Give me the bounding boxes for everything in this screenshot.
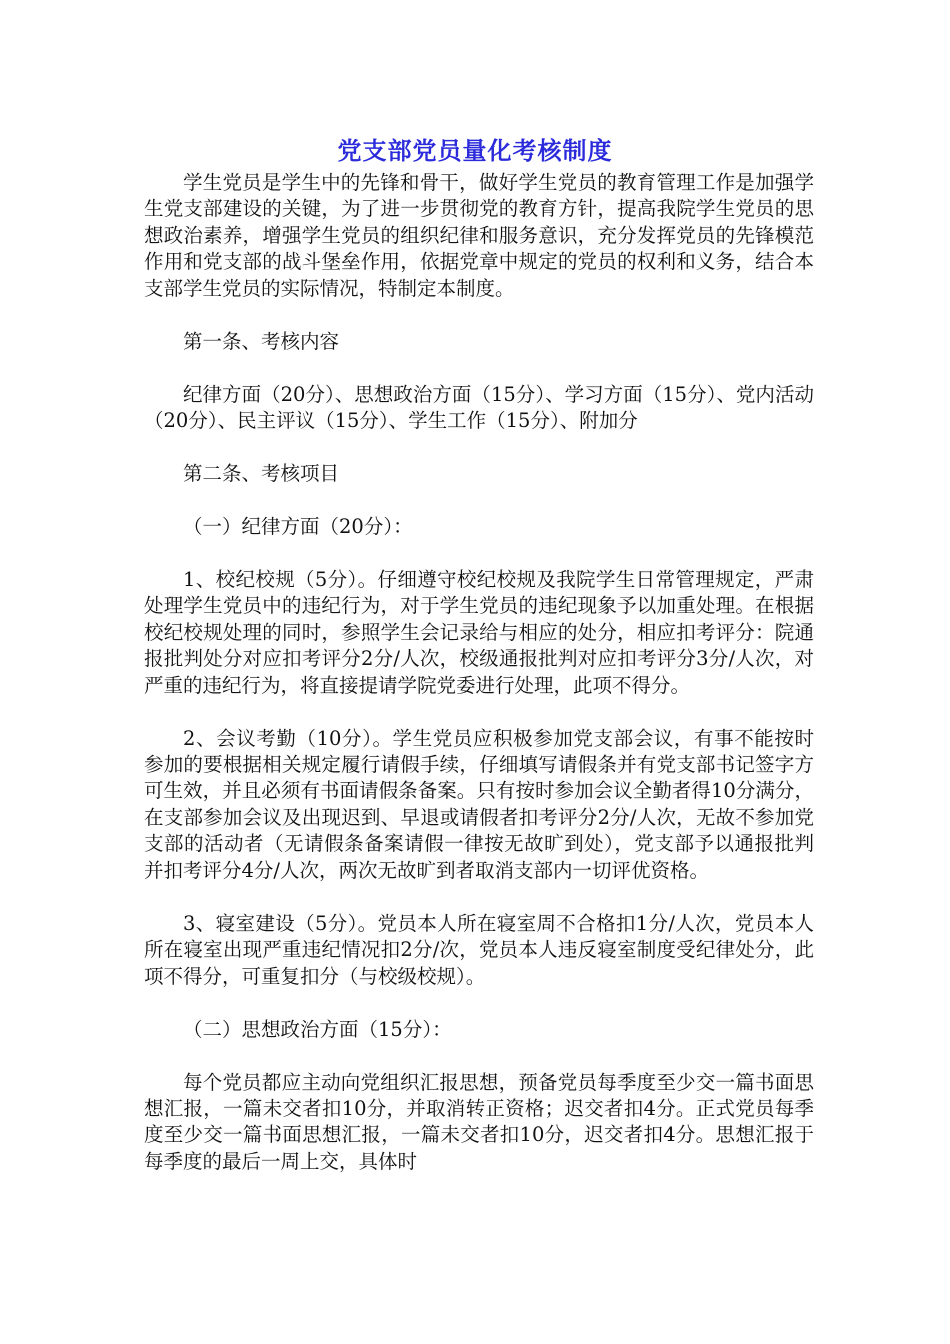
discipline-item-2-paragraph: 2、会议考勤（10分）。学生党员应积极参加党支部会议，有事不能按时参加的要根据相关规定履行请假手续，仔细填写请假条并有党支部书记签字方可生效，并且必须有书面请假条备案。只有按时参加会议全勤者得10分满分，在支部参加会议及出现迟到、早退或请假者扣考评分2分/人次，无故不参加党支部的活动者（无请假条备案请假一律按无故旷到处），党支部予以通报批判并扣考评分4分/人次，两次无故旷到者取消支部内一切评优资格。 — [144, 726, 814, 882]
ideology-paragraph: 每个党员都应主动向党组织汇报思想，预备党员每季度至少交一篇书面思想汇报，一篇未交者扣10分，并取消转正资格；迟交者扣4分。正式党员每季度至少交一篇书面思想汇报，一篇未交者扣10分，迟交者扣4分。思想汇报于每季度的最后一周上交，具体时 — [144, 1070, 814, 1173]
discipline-item-3-paragraph: 3、寝室建设（5分）。党员本人所在寝室周不合格扣1分/人次，党员本人所在寝室出现严重违纪情况扣2分/次，党员本人违反寝室制度受纪律处分，此项不得分，可重复扣分（与校级校规）。 — [144, 911, 814, 988]
article-2-heading: 第二条、考核项目 — [183, 462, 340, 486]
intro-paragraph: 学生党员是学生中的先锋和骨干，做好学生党员的教育管理工作是加强学生党支部建设的关键，为了进一步贯彻党的教育方针，提高我院学生党员的思想政治素养，增强学生党员的组织纪律和服务意识，充分发挥党员的先锋模范作用和党支部的战斗堡垒作用，依据党章中规定的党员的权利和义务，结合本支部学生党员的实际情况，特制定本制度。 — [144, 171, 814, 300]
section-discipline-heading: （一）纪律方面（20分）： — [183, 515, 413, 539]
document-title: 党支部党员量化考核制度 — [337, 137, 613, 165]
section-ideology-heading: （二）思想政治方面（15分）： — [183, 1017, 452, 1041]
assessment-content-paragraph: 纪律方面（20分）、思想政治方面（15分）、学习方面（15分）、党内活动（20分）、民主评议（15分）、学生工作（15分）、附加分 — [144, 382, 814, 433]
discipline-item-1-paragraph: 1、校纪校规（5分）。仔细遵守校纪校规及我院学生日常管理规定，严肃处理学生党员中的违纪行为，对于学生党员的违纪现象予以加重处理。在根据校纪校规处理的同时，参照学生会记录给与相应的处分，相应扣考评分：院通报批判处分对应扣考评分2分/人次，校级通报批判对应扣考评分3分/人次，对严重的违纪行为，将直接提请学院党委进行处理，此项不得分。 — [144, 568, 815, 697]
document-body — [144, 170, 814, 1202]
article-1-heading: 第一条、考核内容 — [183, 329, 340, 353]
